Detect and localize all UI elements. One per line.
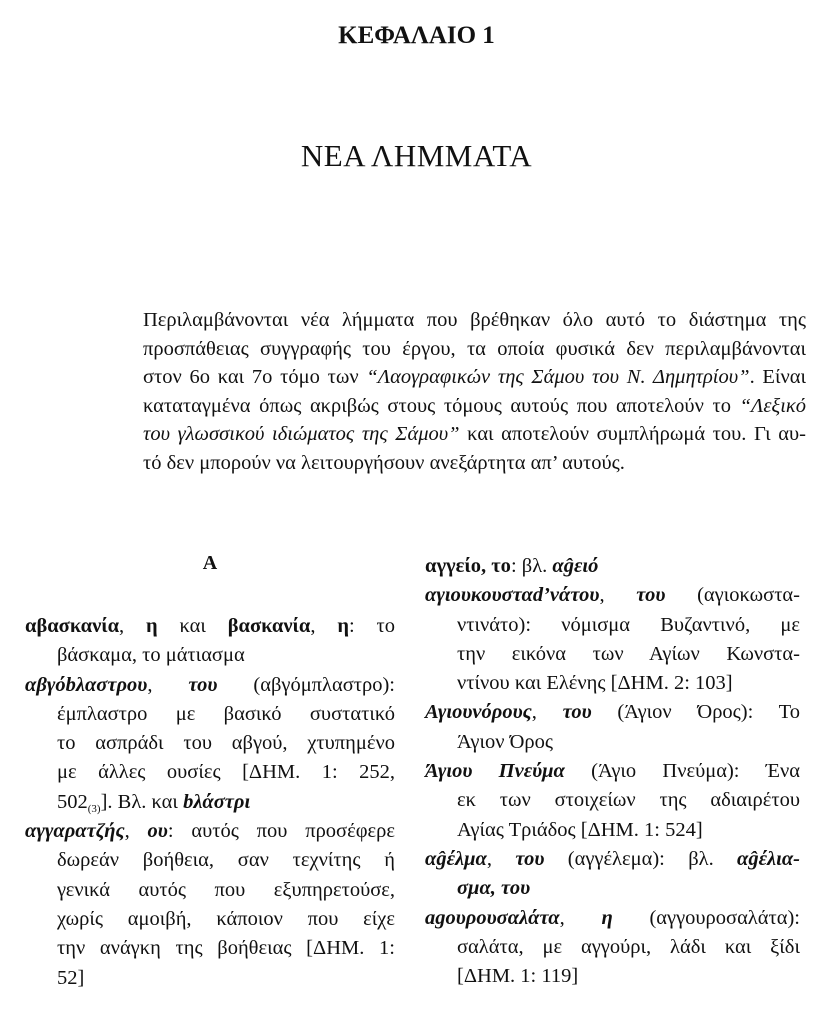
text-line: [425, 933, 800, 962]
emphasized-term: ου: [147, 820, 168, 843]
text-segment: το ασπράδι του αβγού, χτυπημένο: [57, 732, 395, 755]
emphasized-term: βασκανία: [227, 615, 311, 637]
text-line: [425, 816, 800, 845]
emphasized-term: “Λεξικό: [739, 394, 806, 417]
text-segment: 502: [57, 790, 88, 813]
text-segment: ,: [531, 701, 563, 724]
text-segment: βάσκαμα, το μάτιασμα: [57, 644, 245, 667]
page-title: ΝΕΑ ΛΗΜΜΑΤΑ: [300, 138, 533, 173]
text-segment: Άγιον Όρος: [457, 730, 554, 753]
text-line: [25, 700, 395, 729]
emphasized-term: αβασκανία: [25, 615, 120, 637]
left-column-entries: [25, 612, 395, 993]
entry-headword-line: [425, 757, 800, 786]
entry-headword-line: [25, 671, 395, 700]
emphasized-term: του: [636, 584, 666, 607]
emphasized-term: “Λαογραφικών της Σάμου του Ν. Δημητρίου”: [366, 366, 750, 389]
emphasized-term: αĝέλια-: [737, 847, 800, 870]
entry-headword-line: [425, 904, 800, 933]
text-line: [25, 788, 395, 817]
text-segment: την ανάγκη της βοήθειας [ΔΗΜ. 1:: [57, 937, 395, 960]
text-segment: καταταγμένα όπως ακριβώς στους τόμους αυτούς που αποτελούν το: [143, 394, 740, 417]
text-line: [25, 964, 395, 993]
emphasized-term: αγγαρατζής: [25, 820, 125, 843]
text-segment: ,: [599, 584, 637, 607]
text-line: [25, 758, 395, 787]
text-segment: ντίνου και Ελένης [ΔΗΜ. 2: 103]: [457, 672, 733, 695]
text-segment: στον 6ο και 7ο τόμο των: [143, 366, 367, 389]
text-segment: με άλλες ουσίες [ΔΗΜ. 1: 252,: [57, 761, 395, 784]
emphasized-term: η: [337, 615, 349, 637]
emphasized-term: του: [188, 673, 218, 696]
text-line: [143, 363, 806, 392]
text-line: [143, 420, 806, 449]
emphasized-term: αĝειό: [552, 555, 599, 577]
text-segment: σαλάτα, με αγγούρι, λάδι και ξίδι: [457, 935, 800, 958]
emphasized-term: bλάστρι: [183, 790, 251, 813]
text-line: [425, 874, 800, 903]
text-line: [143, 449, 806, 478]
text-line: [425, 611, 800, 640]
text-line: [25, 641, 395, 670]
text-segment: ,: [310, 615, 338, 637]
text-segment: ντινάτο): νόμισμα Βυζαντινό, με: [457, 613, 800, 636]
emphasized-term: agουρουσαλάτα: [425, 906, 560, 929]
text-line: [25, 905, 395, 934]
text-line: [425, 669, 800, 698]
text-segment: : το: [348, 615, 395, 637]
text-segment: 52]: [57, 966, 85, 989]
text-line: [143, 306, 806, 335]
text-segment: ]. Βλ. και: [100, 790, 184, 813]
text-segment: τό δεν μπορούν να λειτουργήσουν ανεξάρτητα απ’ αυτούς.: [143, 451, 625, 474]
text-line: [425, 640, 800, 669]
text-segment: : αυτός που προσέφερε: [167, 820, 395, 843]
text-segment: (αγγέλεμα): βλ.: [544, 847, 738, 870]
text-line: [425, 786, 800, 815]
text-line: [25, 934, 395, 963]
text-segment: (Άγιον Όρος): Το: [591, 701, 801, 724]
emphasized-term: Αγιουνόρους: [425, 701, 532, 724]
text-line: [425, 962, 800, 991]
text-line: [25, 846, 395, 875]
text-segment: Αγίας Τριάδος [ΔΗΜ. 1: 524]: [457, 818, 703, 841]
text-segment: γενικά αυτός που εξυπηρετούσε,: [57, 878, 395, 901]
entry-headword-line: [425, 581, 800, 610]
emphasized-term: του γλωσσικού ιδιώματος της Σάμου”: [143, 423, 460, 446]
emphasized-term: αγγείο, το: [425, 555, 511, 577]
emphasized-term: η: [146, 615, 158, 637]
text-segment: και αποτελούν συμπλήρωμά του. Γι αυ-: [459, 423, 806, 446]
right-column-entries: [425, 552, 800, 991]
text-line: [25, 876, 395, 905]
text-segment: ,: [559, 906, 602, 929]
text-segment: δωρεάν βοήθεια, σαν τεχνίτης ή: [57, 849, 395, 872]
chapter-heading: ΚΕΦΑΛΑΙΟ 1: [338, 22, 495, 49]
entry-headword-line: [425, 698, 800, 727]
text-segment: προσπάθειας συγγραφής του έργου, τα οποία φυσικά δεν περιλαμβάνονται: [143, 337, 806, 360]
emphasized-term: αβγόbλαστρου: [25, 673, 148, 696]
emphasized-term: αĝέλμα: [425, 847, 487, 870]
text-segment: . Είναι: [749, 366, 806, 389]
text-line: [143, 392, 806, 421]
text-segment: (αγιοκωστα-: [665, 584, 800, 607]
text-segment: εκ των στοιχείων της αδιαιρέτου: [457, 789, 800, 812]
text-segment: την εικόνα των Αγίων Κωνστα-: [457, 642, 800, 665]
emphasized-term: αγιουκουσταd’νάτου: [425, 584, 600, 607]
emphasized-term: του: [562, 701, 592, 724]
emphasized-term: Άγιου Πνεύμα: [425, 760, 565, 783]
text-line: [143, 335, 806, 364]
text-segment: και: [157, 615, 228, 637]
section-letter: Α: [202, 552, 218, 574]
emphasized-term: σμα, του: [457, 877, 531, 900]
text-segment: ,: [486, 847, 516, 870]
emphasized-term: του: [515, 847, 545, 870]
text-line: [25, 729, 395, 758]
text-segment: ,: [147, 673, 189, 696]
text-segment: χωρίς αμοιβή, κάποιον που είχε: [57, 907, 395, 930]
text-segment: (αγγουροσαλάτα):: [612, 906, 800, 929]
text-line: [425, 728, 800, 757]
text-segment: ,: [124, 820, 148, 843]
text-segment: : βλ.: [510, 555, 553, 577]
emphasized-term: η: [601, 906, 613, 929]
subscript: (3): [87, 802, 101, 815]
intro-paragraph: [143, 306, 806, 478]
entry-headword-line: [425, 845, 800, 874]
text-segment: (Άγιο Πνεύμα): Ένα: [564, 760, 800, 783]
text-segment: έμπλαστρο με βασικό συστατικό: [57, 702, 395, 725]
text-segment: Περιλαμβάνονται νέα λήμματα που βρέθηκαν όλο αυτό το διάστημα της: [143, 309, 806, 331]
text-segment: [ΔΗΜ. 1: 119]: [457, 965, 579, 988]
text-segment: ,: [119, 615, 146, 637]
entry-headword-line: [425, 552, 800, 581]
text-segment: (αβγόμπλαστρο):: [217, 673, 396, 696]
entry-headword-line: [25, 817, 395, 846]
entry-headword-line: [25, 612, 395, 641]
